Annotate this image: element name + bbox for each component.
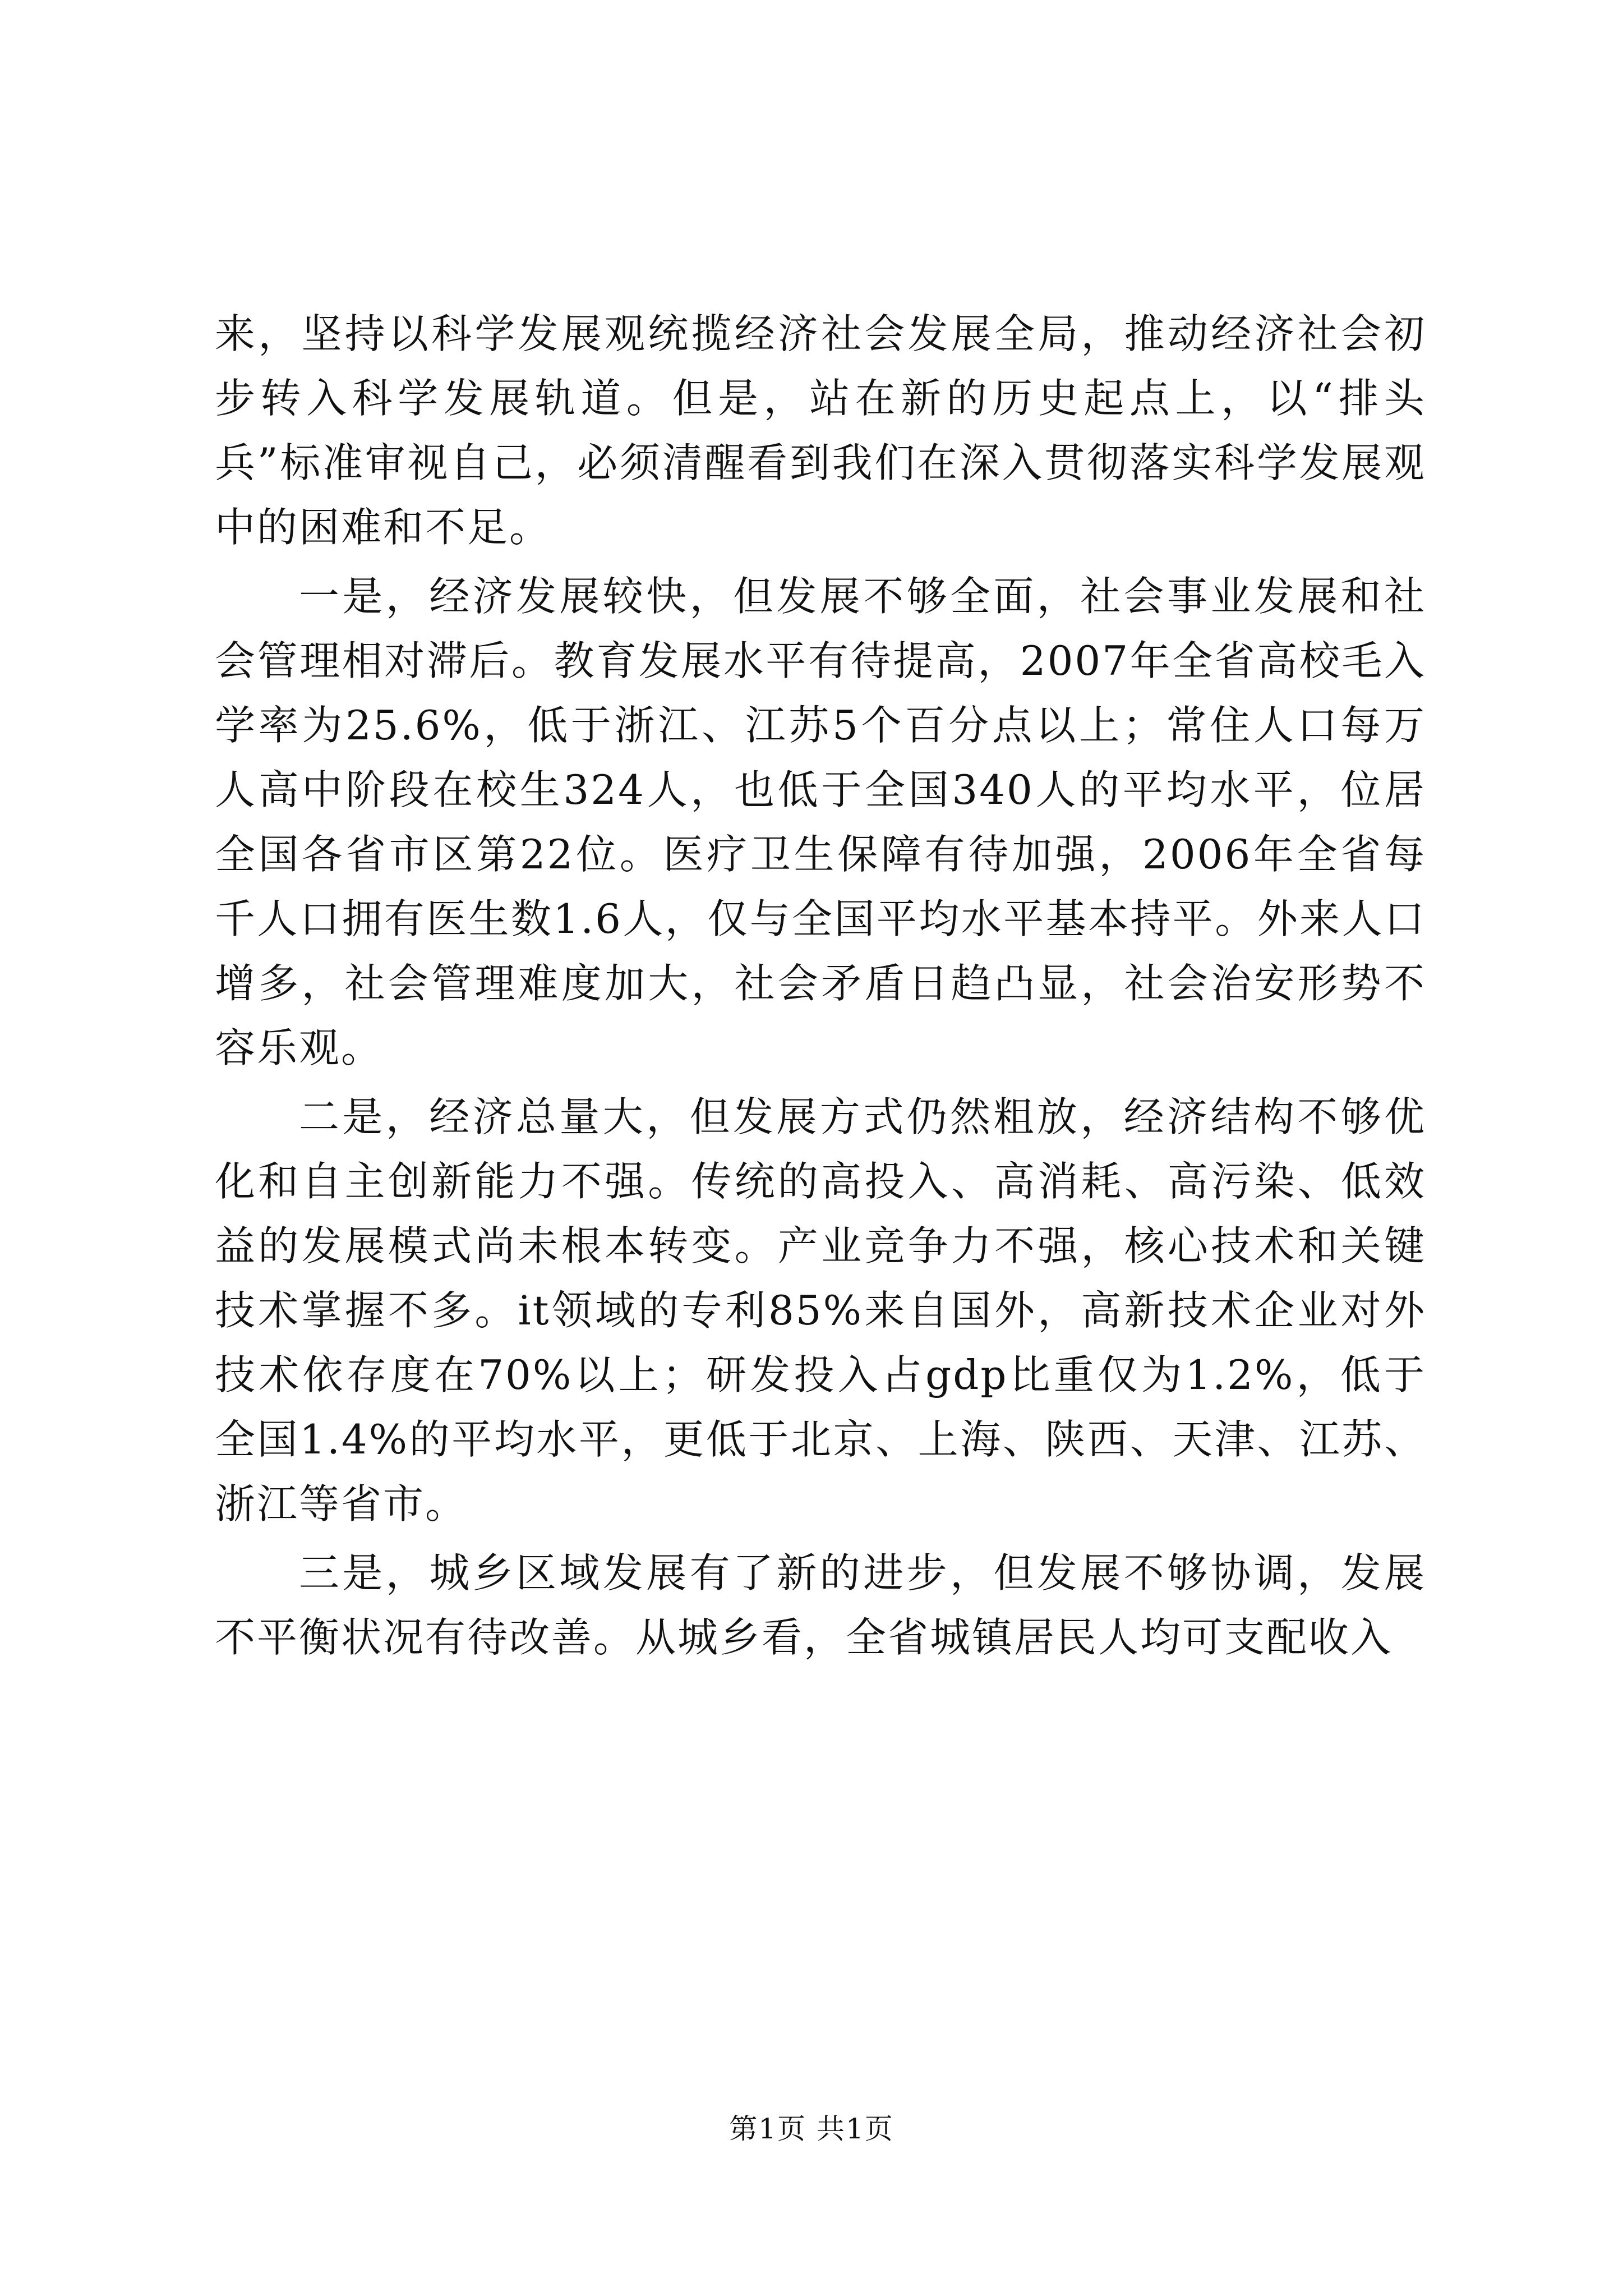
paragraph-point-one: 一是，经济发展较快，但发展不够全面，社会事业发展和社会管理相对滞后。教育发展水平有待提高，2007年全省高校毛入学率为25.6%，低于浙江、江苏5个百分点以上；常住人口每万人高中阶段在校生324人，也低于全国340人的平均水平，位居全国各省市区第22位。医疗卫生保障有待加强，2006年全省每千人口拥有医生数1.6人，仅与全国平均水平基本持平。外来人口增多，社会管理难度加大，社会矛盾日趋凸显，社会治安形势不容乐观。 <box>215 573 1426 1071</box>
paragraph-point-two: 二是，经济总量大，但发展方式仍然粗放，经济结构不够优化和自主创新能力不强。传统的高投入、高消耗、高污染、低效益的发展模式尚未根本转变。产业竞争力不强，核心技术和关键技术掌握不多。it领域的专利85%来自国外，高新技术企业对外技术依存度在70%以上；研发投入占gdp比重仅为1.2%，低于全国1.4%的平均水平，更低于北京、上海、陕西、天津、江苏、浙江等省市。 <box>215 1093 1426 1527</box>
page-number-footer: 第1页 共1页 <box>729 2113 894 2145</box>
paragraph-point-three: 三是，城乡区域发展有了新的进步，但发展不够协调，发展不平衡状况有待改善。从城乡看，全省城镇居民人均可支配收入 <box>215 1549 1426 1661</box>
document-body <box>215 302 1426 1670</box>
paragraph-continuation: 来，坚持以科学发展观统揽经济社会发展全局，推动经济社会初步转入科学发展轨道。但是，站在新的历史起点上，以“排头兵”标准审视自己，必须清醒看到我们在深入贯彻落实科学发展观中的困难和不足。 <box>215 310 1426 551</box>
